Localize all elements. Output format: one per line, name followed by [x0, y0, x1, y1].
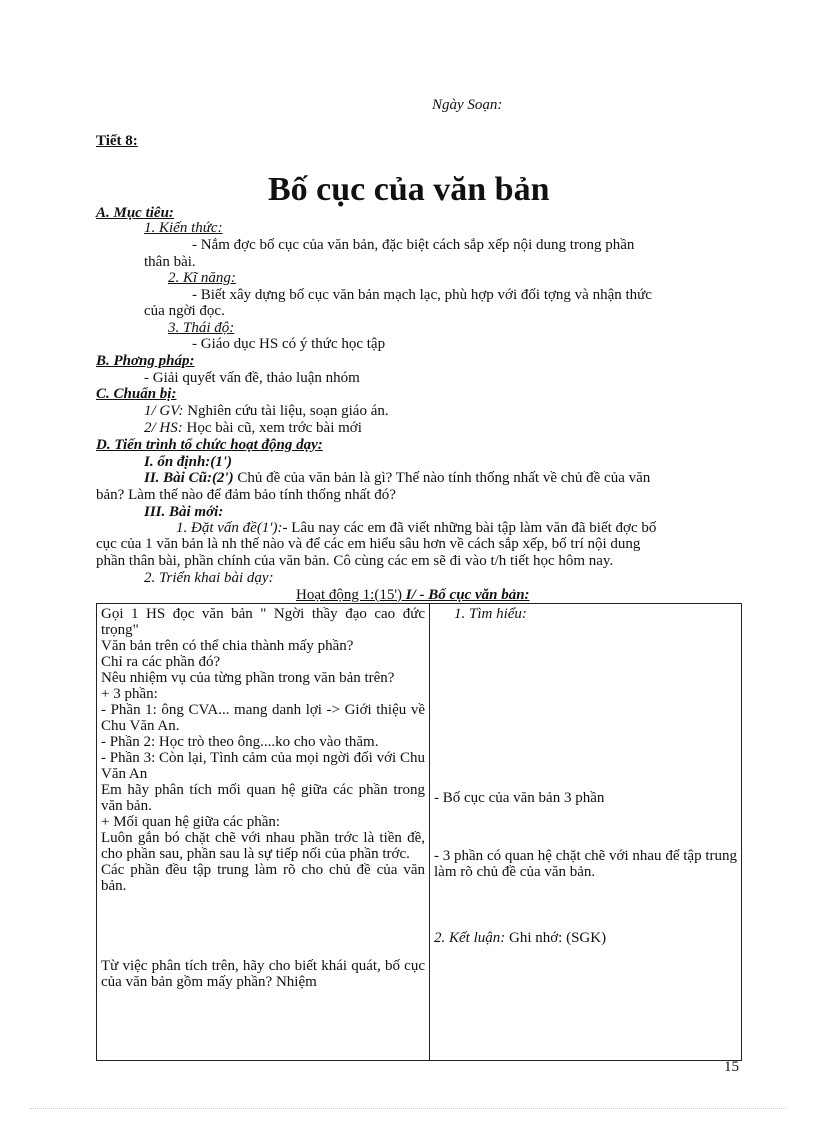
knowledge-label: 1. Kiến thức: [144, 220, 223, 236]
date-label: Ngày Soạn: [432, 97, 503, 113]
knowledge-line: - Nắm đợc bố cục của văn bản, đặc biệt cách sắp xếp nội dung trong phần [192, 237, 635, 253]
table-row [97, 604, 742, 1061]
attitude-line: - Giáo dục HS có ý thức học tập [192, 336, 386, 352]
page-edge-divider [30, 1108, 786, 1109]
content-column [430, 604, 742, 1061]
activity-label: Hoạt động 1:(15') [296, 587, 403, 603]
deployment-label: 2. Triển khai bài dạy: [144, 570, 274, 586]
intro-line: cục của 1 văn bản là nh thế nào và để các em hiểu sâu hơn về cách sắp xếp, bố trí nội dung [96, 536, 641, 552]
teacher-text: Nghiên cứu tài liệu, soạn giáo án. [183, 403, 389, 419]
student-text: Học bài cũ, xem trớc bài mới [182, 420, 362, 436]
find-out-label: 1. Tìm hiểu: [454, 606, 527, 622]
intro-line [176, 520, 656, 537]
skill-label: 2. Kĩ năng: [168, 270, 236, 286]
conclusion-label: 2. Kết luận: [434, 930, 506, 946]
relation-note: - 3 phần có quan hệ chặt chẽ với nhau để tập trung làm rõ chủ đề của văn bản. [434, 848, 737, 880]
lesson-number: Tiết 8: [96, 133, 138, 149]
cell-paragraph: + 3 phần: [101, 686, 158, 702]
knowledge-line: thân bài. [144, 254, 196, 270]
old-lesson-label: II. Bài Cũ:(2') [144, 470, 234, 486]
old-lesson-line [144, 470, 650, 487]
intro-line: phần thân bài, phần chính của văn bản. Cô cùng các em sẽ đi vào t/h tiết học hôm nay. [96, 553, 614, 569]
cell-paragraph: Chỉ ra các phần đó? [101, 654, 221, 670]
page-title: Bố cục của văn bản [268, 171, 550, 208]
conclusion-text: Ghi nhớ: (SGK) [505, 930, 607, 946]
conclusion-line [434, 930, 737, 946]
intro-text: - Lâu nay các em đã viết những bài tập làm văn đã biết đợc bố [282, 520, 657, 536]
teacher-prep [144, 403, 389, 420]
cell-paragraph: - Phần 3: Còn lại, Tình cảm của mọi ngời đối với Chu Văn An [101, 750, 425, 782]
cell-paragraph: Em hãy phân tích mối quan hệ giữa các phần trong văn bản. [101, 782, 425, 814]
attitude-label: 3. Thái độ: [168, 320, 235, 336]
cell-paragraph: + Mối quan hệ giữa các phần: [101, 814, 281, 830]
section-b-heading: B. Phơng pháp: [96, 353, 195, 369]
cell-paragraph: Từ việc phân tích trên, hãy cho biết khái quát, bố cục của văn bản gồm mấy phần? Nhiệm [101, 958, 425, 990]
section-d-heading: D. Tiến trình tổ chức hoạt động dạy: [96, 437, 323, 453]
cell-paragraph: Nêu nhiệm vụ của từng phần trong văn bản trên? [101, 670, 395, 686]
student-label: 2/ HS: [144, 420, 183, 436]
cell-paragraph: - Phần 1: ông CVA... mang danh lợi -> Giới thiệu về Chu Văn An. [101, 702, 425, 734]
section-c-heading: C. Chuẩn bị: [96, 386, 177, 402]
activity-table [96, 603, 742, 1061]
intro-label: 1. Đặt vấn đề(1'): [176, 520, 283, 536]
skill-line: - Biết xây dựng bố cục văn bản mạch lạc, phù hợp với đối tợng và nhận thức [192, 287, 652, 303]
cell-paragraph: Văn bản trên có thể chia thành mấy phần? [101, 638, 354, 654]
page-number: 15 [724, 1059, 739, 1075]
stabilize-label: I. ổn định:(1') [144, 454, 232, 470]
student-prep [144, 420, 362, 437]
teacher-label: 1/ GV: [144, 403, 184, 419]
structure-note: - Bố cục của văn bản 3 phần [434, 790, 605, 806]
cell-paragraph: Luôn gắn bó chặt chẽ với nhau phần trớc là tiền đề, cho phần sau, phần sau là sự tiếp nối của phần trớc. [101, 830, 425, 862]
old-lesson-text: Chủ đề của văn bản là gì? Thế nào tính thống nhất về chủ đề của văn [233, 470, 651, 486]
activity-heading [296, 587, 530, 604]
section-a-heading: A. Mục tiêu: [96, 205, 174, 221]
old-lesson-line: bản? Làm thế nào để đảm bảo tính thống nhất đó? [96, 487, 396, 503]
activity-title: I/ - Bố cục văn bản: [402, 587, 530, 603]
skill-line: của ngời đọc. [144, 303, 225, 319]
teacher-student-column [97, 604, 430, 1061]
cell-paragraph: Gọi 1 HS đọc văn bản " Ngời thầy đạo cao đức trọng" [101, 606, 425, 638]
cell-paragraph: Các phần đều tập trung làm rõ cho chủ đề của văn bản. [101, 862, 425, 894]
method-line: - Giải quyết vấn đề, thảo luận nhóm [144, 370, 360, 386]
cell-paragraph: - Phần 2: Học trò theo ông....ko cho vào thăm. [101, 734, 379, 750]
new-lesson-label: III. Bài mới: [144, 504, 224, 520]
